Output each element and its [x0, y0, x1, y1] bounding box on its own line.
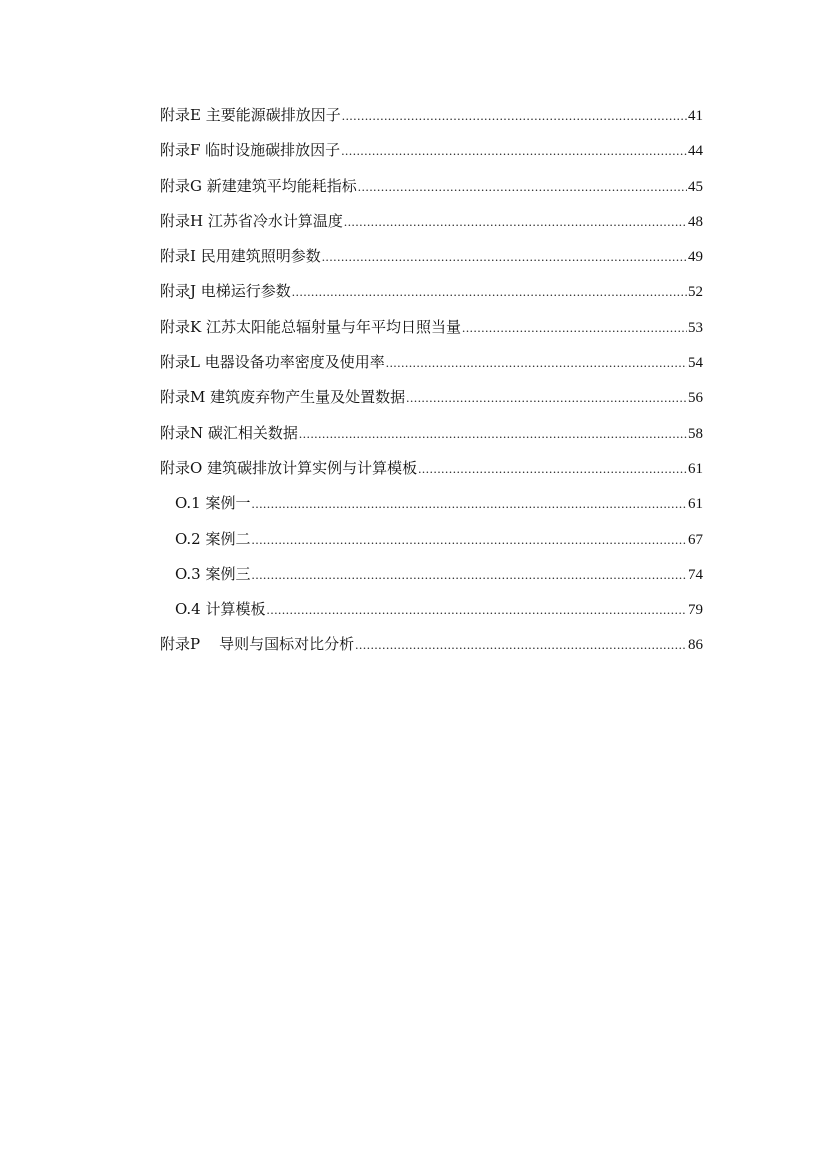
toc-entry-o-2[interactable]	[160, 527, 703, 562]
toc-page-number: 41	[688, 108, 703, 124]
toc-entry-appendix-m[interactable]	[160, 385, 703, 420]
toc-leader-dots	[344, 210, 687, 234]
toc-page-number: 58	[688, 425, 703, 442]
toc-entry-appendix-h[interactable]	[160, 209, 703, 244]
toc-page-number: 52	[688, 284, 703, 301]
toc-leader-dots	[252, 563, 688, 587]
toc-leader-dots	[462, 316, 687, 340]
toc-leader-dots	[252, 528, 688, 552]
toc-entry-appendix-f[interactable]	[160, 138, 703, 173]
toc-entry-title: 附录O 建筑碳排放计算实例与计算模板	[160, 458, 418, 477]
toc-page-number: 53	[688, 319, 703, 336]
toc-entry-title: O.2 案例二	[175, 529, 251, 548]
toc-entry-appendix-l[interactable]	[160, 350, 703, 385]
toc-page-number: 61	[688, 496, 703, 513]
toc-entry-appendix-n[interactable]	[160, 421, 703, 456]
toc-entry-title: 附录P 导则与国标对比分析	[160, 635, 355, 654]
toc-leader-dots	[406, 386, 687, 410]
toc-entry-title: 附录N 碳汇相关数据	[160, 423, 298, 442]
toc-leader-dots	[342, 104, 687, 128]
toc-entry-appendix-e[interactable]	[160, 103, 703, 138]
toc-entry-appendix-i[interactable]	[160, 244, 703, 279]
toc-leader-dots	[355, 633, 687, 657]
toc-page-number: 49	[688, 249, 703, 266]
toc-entry-title: 附录M 建筑废弃物产生量及处置数据	[160, 388, 406, 407]
toc-leader-dots	[267, 598, 688, 622]
toc-page-number: 79	[688, 602, 703, 619]
toc-page-number: 44	[688, 143, 703, 160]
toc-entry-title: 附录F 临时设施碳排放因子	[160, 141, 341, 160]
toc-entry-appendix-k[interactable]	[160, 315, 703, 350]
toc-entry-title: 附录I 民用建筑照明参数	[160, 247, 321, 266]
toc-entry-appendix-j[interactable]	[160, 279, 703, 314]
table-of-contents	[160, 103, 703, 668]
toc-entry-o-4[interactable]	[160, 597, 703, 632]
toc-page-number: 45	[688, 178, 703, 195]
toc-leader-dots	[292, 280, 687, 304]
toc-leader-dots	[418, 457, 687, 481]
toc-page-number: 56	[688, 390, 703, 407]
toc-page-number: 74	[688, 566, 703, 583]
toc-leader-dots	[322, 245, 687, 269]
toc-entry-appendix-o[interactable]	[160, 456, 703, 491]
toc-leader-dots	[252, 492, 688, 516]
toc-entry-title: 附录K 江苏太阳能总辐射量与年平均日照当量	[160, 317, 461, 336]
toc-entry-title: 附录E 主要能源碳排放因子	[160, 106, 341, 124]
toc-entry-title: 附录G 新建建筑平均能耗指标	[160, 176, 357, 195]
toc-entry-title: 附录J 电梯运行参数	[160, 282, 291, 301]
toc-entry-o-3[interactable]	[160, 562, 703, 597]
toc-page-number: 86	[688, 637, 703, 654]
toc-entry-o-1[interactable]	[160, 491, 703, 526]
toc-entry-title: 附录H 江苏省冷水计算温度	[160, 211, 343, 230]
toc-leader-dots	[299, 422, 687, 446]
toc-page-number: 61	[688, 460, 703, 477]
toc-entry-title: 附录L 电器设备功率密度及使用率	[160, 353, 385, 372]
toc-entry-appendix-g[interactable]	[160, 174, 703, 209]
toc-entry-appendix-p[interactable]	[160, 632, 703, 667]
toc-page-number: 48	[688, 213, 703, 230]
toc-entry-title: O.1 案例一	[175, 494, 251, 513]
toc-leader-dots	[358, 175, 687, 199]
toc-page-number: 54	[688, 355, 703, 372]
toc-entry-title: O.4 计算模板	[175, 600, 266, 619]
toc-entry-title: O.3 案例三	[175, 564, 251, 583]
toc-page-number: 67	[688, 531, 703, 548]
toc-leader-dots	[341, 139, 687, 163]
toc-leader-dots	[386, 351, 687, 375]
